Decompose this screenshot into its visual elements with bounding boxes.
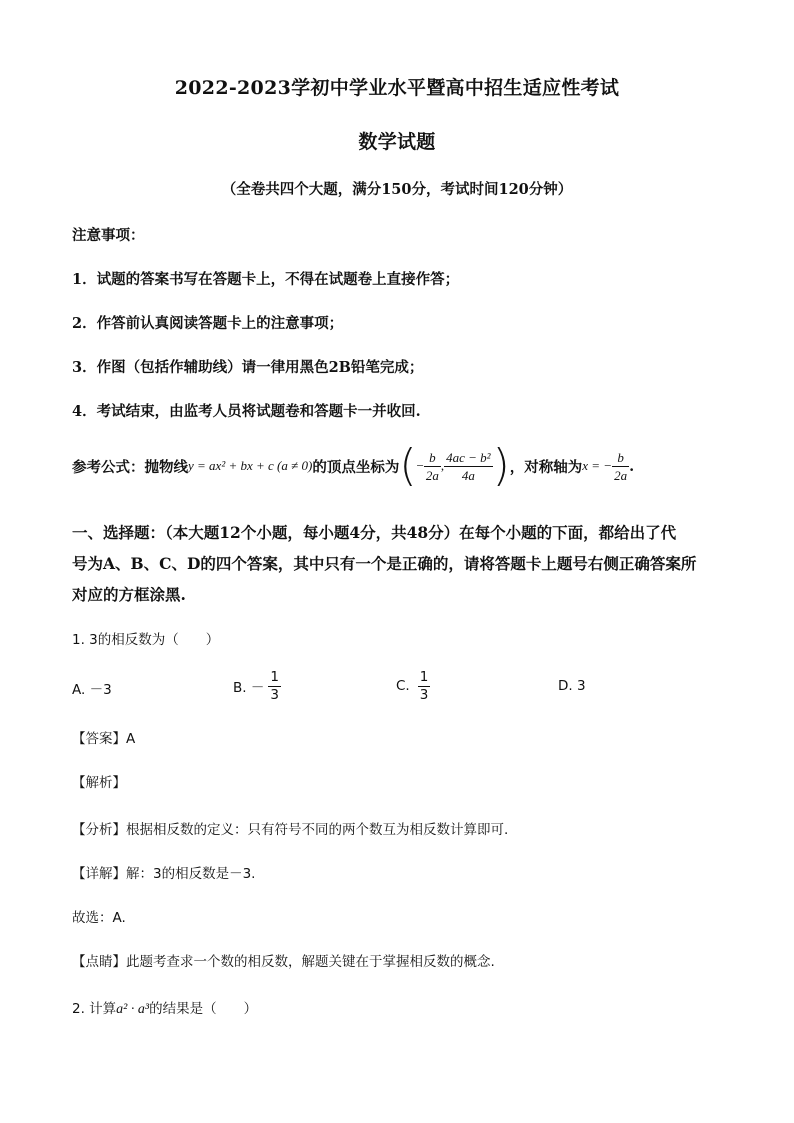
exam-info: （全卷共四个大题，满分150分，考试时间120分钟）	[221, 181, 573, 198]
note-item-2: 2．作答前认真阅读答题卡上的注意事项；	[72, 315, 344, 332]
xiangjie-tag: 【详解】	[72, 866, 126, 882]
reference-formula: 参考公式：抛物线 y = ax² + bx + c (a ≠ 0) 的顶点坐标为 ( − $\frac{b}{2a}$ , $\frac{\text{4ac − b²}}{4a}$ ) ，对称轴为 x = − $\frac{b}{2a}$ .	[72, 440, 635, 491]
exam-title: 2022-2023学初中学业水平暨高中招生适应性考试	[174, 77, 620, 99]
parabola-equation: y = ax² + bx + c (a ≠ 0)	[188, 458, 313, 473]
formula-vertex-text: 的顶点坐标为	[312, 458, 400, 476]
dianjing-text: 此题考查求一个数的相反数，解题关键在于掌握相反数的概念.	[126, 954, 495, 970]
q1-analysis-tag: 【解析】	[72, 775, 126, 791]
axis-lhs: x = −	[582, 458, 613, 473]
q1-xiangjie	[72, 862, 255, 882]
note-item-1: 1．试题的答案书写在答题卡上，不得在试题卷上直接作答；	[72, 271, 460, 288]
formula-end: .	[629, 457, 635, 475]
q1-stem: 1. 3的相反数为（ ）	[72, 632, 220, 648]
section1-line1: 一、选择题：（本大题12个小题，每小题4分，共48分）在每个小题的下面，都给出了代	[72, 523, 677, 542]
formula-prefix: 参考公式：抛物线	[72, 458, 188, 476]
vertex-x-fraction: $\frac{b}{2a}$	[425, 449, 439, 483]
q2-stem: 2. 计算a² · a³的结果是（ ）	[72, 1001, 258, 1017]
vertex-y-fraction: $\frac{\text{4ac − b²}}{4a}$	[446, 449, 491, 483]
q1-answer	[72, 727, 135, 747]
fenxi-text: 根据相反数的定义：只有符号不同的两个数互为相反数计算即可.	[126, 822, 509, 838]
section1-line3: 对应的方框涂黑.	[72, 585, 186, 604]
answer-value: A	[126, 731, 136, 747]
q1-fenxi	[72, 818, 508, 838]
q1-choice-a: A. －3	[72, 682, 112, 698]
q1-b-fraction: $\frac{1}{3}$	[270, 668, 279, 703]
section1-line2: 号为A、B、C、D的四个答案，其中只有一个是正确的，请将答题卡上题号右侧正确答案所	[72, 554, 697, 573]
note-item-3: 3．作图（包括作辅助线）请一律用黑色2B铅笔完成；	[72, 359, 424, 376]
q1-choice-c: C. $\frac{1}{3}$	[396, 668, 429, 703]
note-item-4: 4．考试结束，由监考人员将试题卷和答题卡一并收回.	[72, 403, 421, 420]
dianjing-tag: 【点睛】	[72, 954, 126, 970]
formula-axis-text: ，对称轴为	[509, 458, 583, 476]
q2-expression: a² · a³	[116, 1002, 150, 1017]
q1-choice-d: D. 3	[558, 678, 586, 694]
q1-guxuan: 故选：A.	[72, 910, 126, 926]
left-paren: (	[399, 440, 417, 491]
subject-title: 数学试题	[358, 131, 436, 153]
axis-fraction: $\frac{b}{2a}$	[614, 449, 628, 483]
answer-tag: 【答案】	[72, 731, 126, 747]
fenxi-tag: 【分析】	[72, 822, 126, 838]
right-paren: )	[492, 440, 510, 491]
notes-heading: 注意事项：	[72, 227, 145, 244]
q1-c-fraction: $\frac{1}{3}$	[419, 668, 429, 703]
xiangjie-text: 解：3的相反数是－3.	[126, 866, 256, 882]
q1-choice-b: B. － $\frac{1}{3}$	[233, 668, 279, 703]
q1-dianjing	[72, 950, 495, 970]
